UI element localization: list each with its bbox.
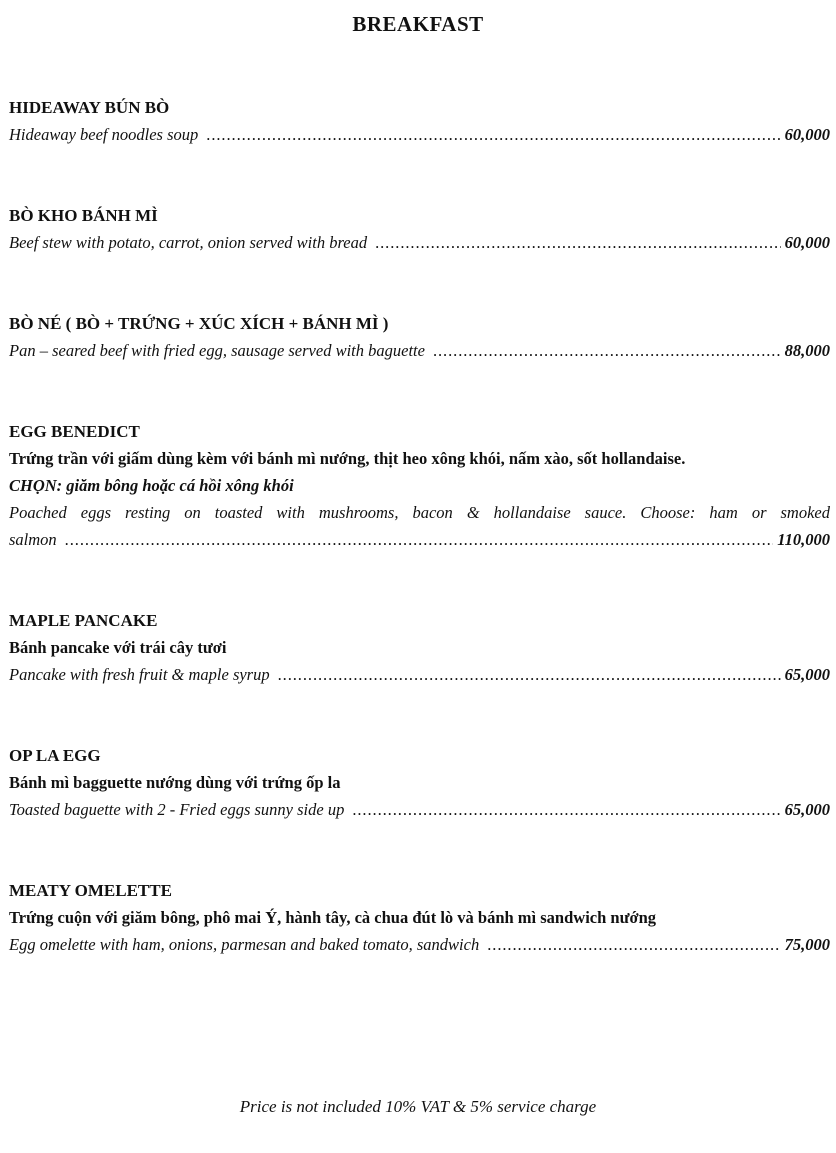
item-description: Pan – seared beef with fried egg, sausage served with baguette	[9, 341, 425, 360]
item-price: 65,000	[784, 665, 830, 684]
item-description-row	[9, 931, 830, 958]
item-vietnamese-description: Bánh pancake với trái cây tươi	[9, 638, 227, 657]
dot-leader	[487, 931, 780, 958]
item-name: MAPLE PANCAKE	[9, 611, 158, 630]
item-name: HIDEAWAY BÚN BÒ	[9, 98, 170, 117]
dot-leader	[206, 121, 780, 148]
item-description-row	[9, 337, 830, 364]
item-description-row	[9, 229, 830, 256]
item-name: MEATY OMELETTE	[9, 881, 172, 900]
item-price: 65,000	[784, 800, 830, 819]
item-name: OP LA EGG	[9, 746, 101, 765]
page-title: BREAKFAST	[352, 12, 484, 36]
menu-item	[9, 418, 830, 553]
item-description-continued: salmon	[9, 530, 57, 549]
menu-item	[9, 742, 830, 823]
item-price: 60,000	[784, 125, 830, 144]
item-description-row	[9, 121, 830, 148]
item-description: Beef stew with potato, carrot, onion served with bread	[9, 233, 368, 252]
item-price: 75,000	[784, 935, 830, 954]
menu-item	[9, 607, 830, 688]
item-vietnamese-description: Trứng cuộn với giăm bông, phô mai Ý, hành tây, cà chua đút lò và bánh mì sandwich nướng	[9, 908, 657, 927]
item-description: Egg omelette with ham, onions, parmesan and baked tomato, sandwich	[9, 935, 480, 954]
item-price: 110,000	[777, 530, 830, 549]
item-description: Toasted baguette with 2 - Fried eggs sunny side up	[9, 800, 345, 819]
dot-leader	[375, 229, 781, 256]
menu-item	[9, 310, 830, 364]
dot-leader	[278, 661, 781, 688]
menu-item	[9, 877, 830, 958]
item-description: Poached eggs resting on toasted with mushrooms, bacon & hollandaise sauce. Choose: ham or smoked	[9, 503, 830, 522]
item-description: Pancake with fresh fruit & maple syrup	[9, 665, 270, 684]
item-price: 88,000	[784, 341, 830, 360]
item-vietnamese-description: Trứng trần với giấm dùng kèm với bánh mì nướng, thịt heo xông khói, nấm xào, sốt hollandaise.	[9, 449, 686, 468]
item-choice-note: CHỌN: giăm bông hoặc cá hồi xông khói	[9, 476, 294, 495]
item-description: Hideaway beef noodles soup	[9, 125, 199, 144]
dot-leader	[433, 337, 781, 364]
item-description-row	[9, 526, 830, 553]
item-name: EGG BENEDICT	[9, 422, 140, 441]
menu-item	[9, 202, 830, 256]
dot-leader	[65, 526, 774, 553]
item-price: 60,000	[784, 233, 830, 252]
dot-leader	[352, 796, 780, 823]
menu-item	[9, 94, 830, 148]
item-description-row	[9, 796, 830, 823]
price-footnote: Price is not included 10% VAT & 5% service charge	[239, 1097, 597, 1116]
item-vietnamese-description: Bánh mì bagguette nướng dùng với trứng ốp la	[9, 773, 341, 792]
item-name: BÒ NÉ ( BÒ + TRỨNG + XÚC XÍCH + BÁNH MÌ )	[9, 314, 389, 333]
item-description-row	[9, 661, 830, 688]
item-name: BÒ KHO BÁNH MÌ	[9, 206, 158, 225]
